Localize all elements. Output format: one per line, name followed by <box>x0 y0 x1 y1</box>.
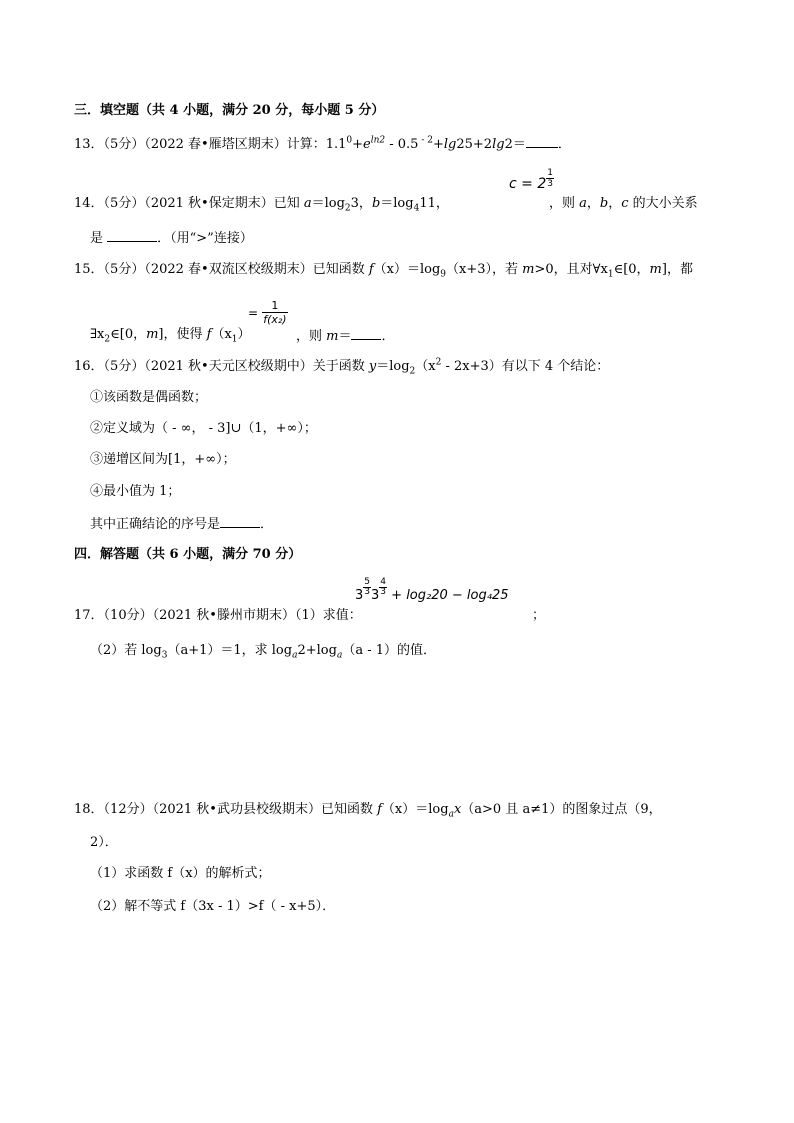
var-m: m <box>326 329 339 344</box>
q18-sub: a <box>448 809 454 820</box>
var-c: c <box>621 196 629 211</box>
q16-term: ＝log <box>376 359 410 374</box>
q17-semicolon: ； <box>532 608 546 623</box>
exp-num: 1 <box>547 168 553 178</box>
q15-prefix: 15．（5分）（2022 春•双流区校级期末）已知函数 <box>74 262 369 277</box>
q13-term: +e <box>352 137 371 152</box>
frac-num: 1 <box>271 299 279 312</box>
q17-rest: + log₂20 − log₄25 <box>387 588 509 603</box>
q15-end: ． <box>381 329 395 344</box>
q15-term: ＝ <box>338 329 352 344</box>
q15-term: ，则 <box>296 329 327 344</box>
q17-sub: a <box>336 650 343 661</box>
section-3-title: 三．填空题（共 4 小题，满分 20 分，每小题 5 分） <box>74 103 385 118</box>
q17-term: （a - 1）的值． <box>342 643 436 658</box>
q18-line2: 2）． <box>90 835 118 850</box>
q14-term: 3， <box>350 196 372 211</box>
q16-item-1: ①该函数是偶函数； <box>90 390 208 405</box>
var-m: m <box>522 262 535 277</box>
q17-base: 3 <box>355 588 364 603</box>
q13-end: ． <box>557 137 571 152</box>
q16-end: ． <box>260 517 274 532</box>
answer-blank[interactable] <box>351 327 381 340</box>
q16-item-3: ③递增区间为[1，+∞）； <box>90 452 236 467</box>
q13-term: + <box>432 137 444 152</box>
var-y: y <box>368 359 377 374</box>
q16-prefix: 16．（5分）（2021 秋•天元区校级期中）关于函数 <box>74 359 369 374</box>
q14-term: ，则 <box>549 196 580 211</box>
q16-term: 其中正确结论的序号是 <box>90 517 221 532</box>
q14-term: ．（用“>”连接） <box>157 231 253 246</box>
q15-sub: 9 <box>440 269 447 280</box>
q13-term: 25+2 <box>456 137 493 152</box>
question-13 <box>74 135 571 153</box>
q17-part-2 <box>90 643 436 659</box>
answer-blank[interactable] <box>107 229 157 242</box>
q14-term: ， <box>608 196 622 211</box>
q15-sub: 2 <box>104 334 111 345</box>
q16-sub: 2 <box>409 366 416 377</box>
q13-sup: 0 <box>346 135 353 146</box>
q17-expression <box>355 577 509 604</box>
q16-ask <box>90 515 273 533</box>
q17-exp2 <box>379 578 387 597</box>
q15-term: （x <box>211 327 232 342</box>
q17-term: （a+1）＝1，求 log <box>167 643 293 658</box>
exp-den: 3 <box>547 179 553 189</box>
q14-term: ， <box>586 196 600 211</box>
q16-term: （x <box>415 359 436 374</box>
question-16 <box>74 359 609 375</box>
q15-term: ） <box>237 327 251 342</box>
q18-prefix: 18．（12分）（2021 秋•武功县校级期末）已知函数 <box>74 802 378 817</box>
q14-tail <box>549 196 698 212</box>
q14-term: 11， <box>419 196 449 211</box>
q15-term: （x）＝log <box>373 262 441 277</box>
question-15 <box>74 262 693 278</box>
q18-term: （a>0 且 a≠1）的图象过点（9， <box>461 802 662 817</box>
q14-term: ＝log <box>380 196 414 211</box>
q16-term: - 2x+3）有以下 4 个结论： <box>441 359 610 374</box>
q15-sub: 1 <box>607 269 614 280</box>
q13-sup: - 2 <box>418 135 433 146</box>
q14-c-expression <box>509 168 554 192</box>
var-f: f <box>368 262 374 277</box>
q17-sub: a <box>292 650 298 661</box>
q13-prefix: 13．（5分）（2022 春•雁塔区期末）计算： <box>74 137 326 152</box>
var-m: m <box>146 327 159 342</box>
q15-term: ]，都 <box>661 262 693 277</box>
q18-part-2: （2）解不等式 f（3x - 1）>f（ - x+5）． <box>90 899 336 914</box>
q17-base: 3 <box>371 588 380 603</box>
q16-item-2: ②定义域为（ - ∞， - 3]∪（1，+∞）； <box>90 421 317 436</box>
q13-term: - 0.5 <box>385 137 419 152</box>
q14-c-exponent <box>546 168 554 189</box>
q15-term: ∃x <box>90 327 105 342</box>
exp-num: 5 <box>364 577 371 587</box>
q15-term: ∈[0， <box>110 327 147 342</box>
q16-item-4: ④最小值为 1； <box>90 484 181 499</box>
q18-term: （x）＝log <box>381 802 449 817</box>
question-14 <box>74 196 449 212</box>
section-4-title: 四．解答题（共 6 小题，满分 70 分） <box>74 547 302 562</box>
q17-sub: 3 <box>161 650 168 661</box>
question-18 <box>74 802 662 818</box>
var-f: f <box>206 327 212 342</box>
q17-exp1 <box>363 578 371 597</box>
q15-frac <box>262 300 287 326</box>
var-b: b <box>371 196 381 211</box>
question-17 <box>74 608 362 624</box>
q14-term: 是 <box>90 231 108 246</box>
q15-line2 <box>90 327 251 343</box>
q17-prefix: 17．（10分）（2021 秋•滕州市期末）（1）求值： <box>74 608 362 623</box>
q14-sub: 2 <box>344 203 351 214</box>
q14-c: c = 2 <box>509 176 547 192</box>
frac-den: f(x₂) <box>263 313 287 326</box>
var-b: b <box>599 196 609 211</box>
q13-term: lg <box>492 137 505 152</box>
q14-term: ＝log <box>311 196 345 211</box>
q16-sup: 2 <box>435 357 442 368</box>
var-f: f <box>377 802 382 817</box>
q15-sub: 1 <box>231 334 238 345</box>
answer-blank[interactable] <box>220 515 260 528</box>
q15-term: >0，且对∀x <box>534 262 608 277</box>
exp-num: 4 <box>380 577 387 587</box>
q15-line2-tail <box>296 327 395 345</box>
q18-part-1: （1）求函数 f（x）的解析式； <box>90 866 271 881</box>
q15-term: ∈[0， <box>613 262 650 277</box>
exp-den: 3 <box>364 587 371 597</box>
q14-sub: 4 <box>413 203 420 214</box>
q15-eq: = <box>248 306 259 320</box>
exp-den: 3 <box>380 587 387 597</box>
q14-prefix: 14．（5分）（2021 秋•保定期末）已知 <box>74 196 304 211</box>
q15-term: ]，使得 <box>158 327 207 342</box>
q15-term: （x+3），若 <box>446 262 523 277</box>
q14-line2 <box>90 229 253 247</box>
q13-term: 2＝ <box>504 137 526 152</box>
q14-term: 的大小关系 <box>628 196 698 211</box>
answer-blank[interactable] <box>526 135 558 148</box>
q13-sup: ln2 <box>370 135 386 146</box>
q17-term: （2）若 log <box>90 643 162 658</box>
var-m: m <box>649 262 662 277</box>
var-a: a <box>579 196 587 211</box>
q13-term: 1.1 <box>325 137 347 152</box>
q15-fraction <box>248 300 288 326</box>
var-x: x <box>453 802 462 817</box>
var-a: a <box>303 196 312 211</box>
q17-term: 2+log <box>297 643 337 658</box>
q13-term: lg <box>443 137 457 152</box>
